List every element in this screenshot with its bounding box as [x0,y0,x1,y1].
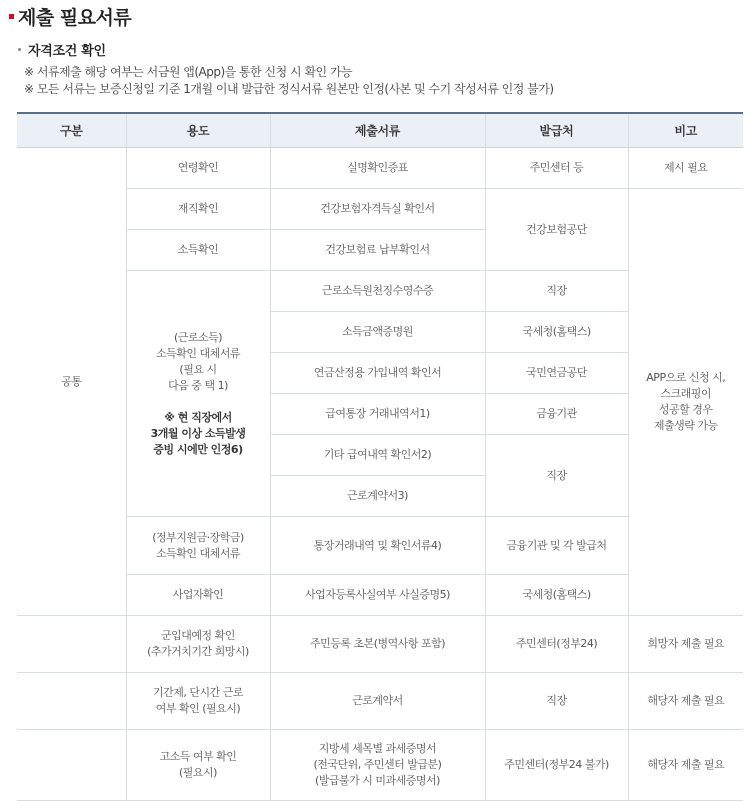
header-category: 구분 [17,113,126,148]
category-cell-empty [17,616,126,673]
issuer-cell: 국세청(홈택스) [485,575,628,616]
issuer-cell: 직장 [485,271,628,312]
document-cell: 근로계약서3) [270,476,485,517]
category-cell-empty [17,730,126,801]
issuer-cell: 건강보험공단 [485,189,628,271]
issuer-cell: 직장 [485,673,628,730]
issuer-cell: 직장 [485,435,628,517]
issuer-cell: 주민센터(정부24 불가) [485,730,628,801]
purpose-cell: 고소득 여부 확인 (필요시) [126,730,270,801]
page-title: 제출 필요서류 [18,6,132,29]
issuer-cell: 금융기관 및 각 발급처 [485,517,628,575]
category-cell: 공통 [17,148,126,616]
document-cell: 근로계약서 [270,673,485,730]
header-document: 제출서류 [270,113,485,148]
purpose-cell: 군입대예정 확인 (추가거치기간 희망시) [126,616,270,673]
remark-cell: 해당자 제출 필요 [628,730,743,801]
alt-income-purpose: (근로소득) 소득확인 대체서류 (필요 시 다음 중 택 1) [155,330,240,392]
document-cell: 지방세 세목별 과세증명서 (전국단위, 주민센터 발급분) (발급불가 시 미과세증명서) [270,730,485,801]
required-documents-table [17,112,743,801]
table-row [17,189,743,230]
purpose-cell: 사업자확인 [126,575,270,616]
remark-cell: 희망자 제출 필요 [628,616,743,673]
table-row [17,730,743,801]
document-cell: 연금산정용 가입내역 확인서 [270,353,485,394]
purpose-cell: 재직확인 [126,189,270,230]
document-cell: 근로소득원천징수영수증 [270,271,485,312]
document-cell: 소득금액증명원 [270,312,485,353]
issuer-cell: 주민센터(정부24) [485,616,628,673]
note-app-check: ※ 서류제출 해당 여부는 서금원 앱(App)을 통한 신청 시 확인 가능 [24,65,353,79]
issuer-cell: 금융기관 [485,394,628,435]
remark-cell: 제시 필요 [628,148,743,189]
alt-income-condition: ※ 현 직장에서 3개월 이상 소득발생 증빙 시에만 인정6) [150,410,246,456]
purpose-cell: 연령확인 [126,148,270,189]
document-cell: 급여통장 거래내역서1) [270,394,485,435]
issuer-cell: 주민센터 등 [485,148,628,189]
document-cell: 주민등록 초본(병역사항 포함) [270,616,485,673]
table-header-row [17,113,743,148]
category-cell-empty [17,673,126,730]
header-purpose: 용도 [126,113,270,148]
table-row [17,148,743,189]
purpose-cell: 기간제, 단시간 근로 여부 확인 (필요시) [126,673,270,730]
bullet-icon [18,48,21,51]
document-cell: 기타 급여내역 확인서2) [270,435,485,476]
page-header [0,4,131,28]
header-issuer: 발급처 [485,113,628,148]
remark-cell: 해당자 제출 필요 [628,673,743,730]
section-header [18,40,106,58]
purpose-cell: 소득확인 [126,230,270,271]
issuer-cell: 국민연금공단 [485,353,628,394]
document-cell: 통장거래내역 및 확인서류4) [270,517,485,575]
purpose-cell [126,271,270,517]
document-cell: 건강보험료 납부확인서 [270,230,485,271]
header-remark: 비고 [628,113,743,148]
section-title: 자격조건 확인 [28,43,106,59]
document-cell: 사업자등록사실여부 사실증명5) [270,575,485,616]
document-cell: 건강보험자격득실 확인서 [270,189,485,230]
issuer-cell: 국세청(홈택스) [485,312,628,353]
note-original-docs: ※ 모든 서류는 보증신청일 기준 1개월 이내 발급한 정식서류 원본만 인정(사본 및 수기 작성서류 인정 불가) [24,82,554,96]
purpose-cell: (정부지원금·장학금) 소득확인 대체서류 [126,517,270,575]
table-row [17,616,743,673]
remark-cell: APP으로 신청 시, 스크래핑이 성공할 경우 제출생략 가능 [628,189,743,616]
document-cell: 실명확인증표 [270,148,485,189]
title-marker-icon [9,14,14,19]
table-row [17,673,743,730]
